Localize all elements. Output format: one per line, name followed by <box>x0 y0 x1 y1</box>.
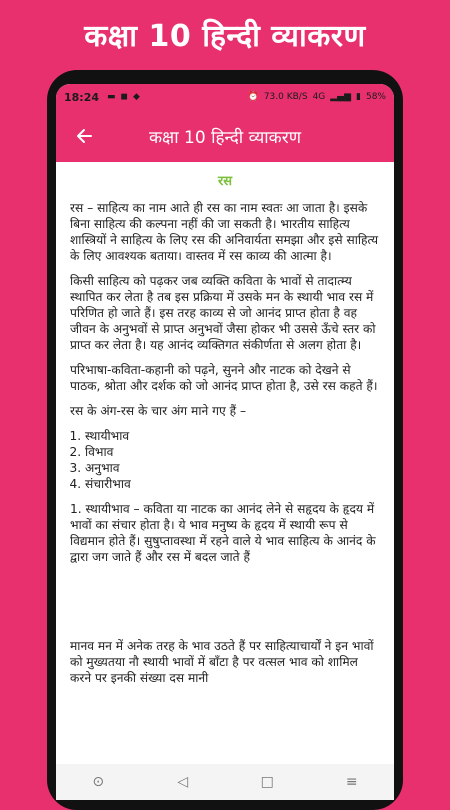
rasa-parts-list <box>70 428 380 492</box>
notification-icon: ◼ <box>120 92 129 102</box>
alarm-icon: ⏰ <box>247 92 259 102</box>
app-icon: ◆ <box>133 92 140 102</box>
arrow-left-icon <box>74 126 94 146</box>
app-bar <box>56 110 394 162</box>
paragraph-2: किसी साहित्य को पढ़कर जब व्यक्ति कविता के भावों से तादात्म्य स्थापित कर लेता है तब इस प्रक्रिया में उसके मन के स्थायी भाव रस में परिणित हो जाते हैं। इस तरह काव्य से जो आनंद प्राप्त होता है वह जीवन के अनुभवों से प्राप्त अनुभवों जैसा होकर भी उससे ऊँचे स्तर को प्राप्त कर लेता है। यह आनंद व्यक्तिगत संकीर्णता से अलग होता है। <box>70 274 376 352</box>
appbar-title: कक्षा 10 हिन्दी व्याकरण <box>149 127 301 148</box>
system-nav-bar <box>56 764 394 800</box>
speed-text: 73.0 KB/S <box>263 92 308 102</box>
article-content[interactable] <box>56 162 394 760</box>
promo-title: कक्षा 10 हिन्दी व्याकरण <box>84 19 366 54</box>
app-screen <box>56 84 394 800</box>
recents-icon[interactable]: ≡ <box>345 774 358 790</box>
paragraph-4: रस के अंग-रस के चार अंग माने गए हैं – <box>70 404 247 418</box>
back-button[interactable] <box>62 114 106 158</box>
spacer <box>70 574 380 638</box>
paragraph-6: मानव मन में अनेक तरह के भाव उठते हैं पर साहित्याचार्यों ने इन भावों को मुख्यतया नौ स्थायी भावों में बाँटा है पर वत्सल भाव को शामिल करने पर इनकी संख्या दस मानी <box>70 639 374 685</box>
battery-text: 58% <box>365 92 386 102</box>
list-item: 4. संचारीभाव <box>85 476 380 492</box>
list-item: 2. विभाव <box>85 444 380 460</box>
message-icon: ▬ <box>107 92 116 102</box>
paragraph-1: रस – साहित्य का नाम आते ही रस का नाम स्वतः आ जाता है। इसके बिना साहित्य की कल्पना नहीं की जा सकती है। भारतीय साहित्य शास्त्रियों ने साहित्य के लिए रस की अनिवार्यता समझा और इसे साहित्य के लिए आवश्यक बताया। वास्तव में रस काव्य की आत्मा है। <box>70 201 379 263</box>
network-text: 4G <box>312 92 326 102</box>
section-heading: रस <box>217 174 233 189</box>
status-time: 18:24 <box>64 90 100 104</box>
circle-icon[interactable]: ⊙ <box>92 774 105 790</box>
list-item: 1. स्थायीभाव <box>85 428 380 444</box>
signal-icon: ▂▄▆ <box>330 92 352 102</box>
home-square-icon[interactable]: □ <box>260 774 274 790</box>
paragraph-3: परिभाषा-कविता-कहानी को पढ़ने, सुनने और नाटक को देखने से पाठक, श्रोता और दर्शक को जो आनंद प्राप्त होता है, उसे रस कहते हैं। <box>70 363 378 393</box>
paragraph-5: 1. स्थायीभाव – कविता या नाटक का आनंद लेने से सहृदय के हृदय में भावों का संचार होता है। ये भाव मनुष्य के हृदय में स्थायी रूप से विद्यमान होते हैं। सुषुप्तावस्था में रहने वाले ये भाव साहित्य के आनंद के द्वारा जग जाते हैं और रस में बदल जाते हैं <box>70 502 376 564</box>
back-triangle-icon[interactable]: ◁ <box>177 774 189 790</box>
list-item: 3. अनुभाव <box>85 460 380 476</box>
status-right <box>248 92 386 102</box>
status-bar <box>56 84 394 110</box>
battery-icon: ▮ <box>356 92 361 102</box>
